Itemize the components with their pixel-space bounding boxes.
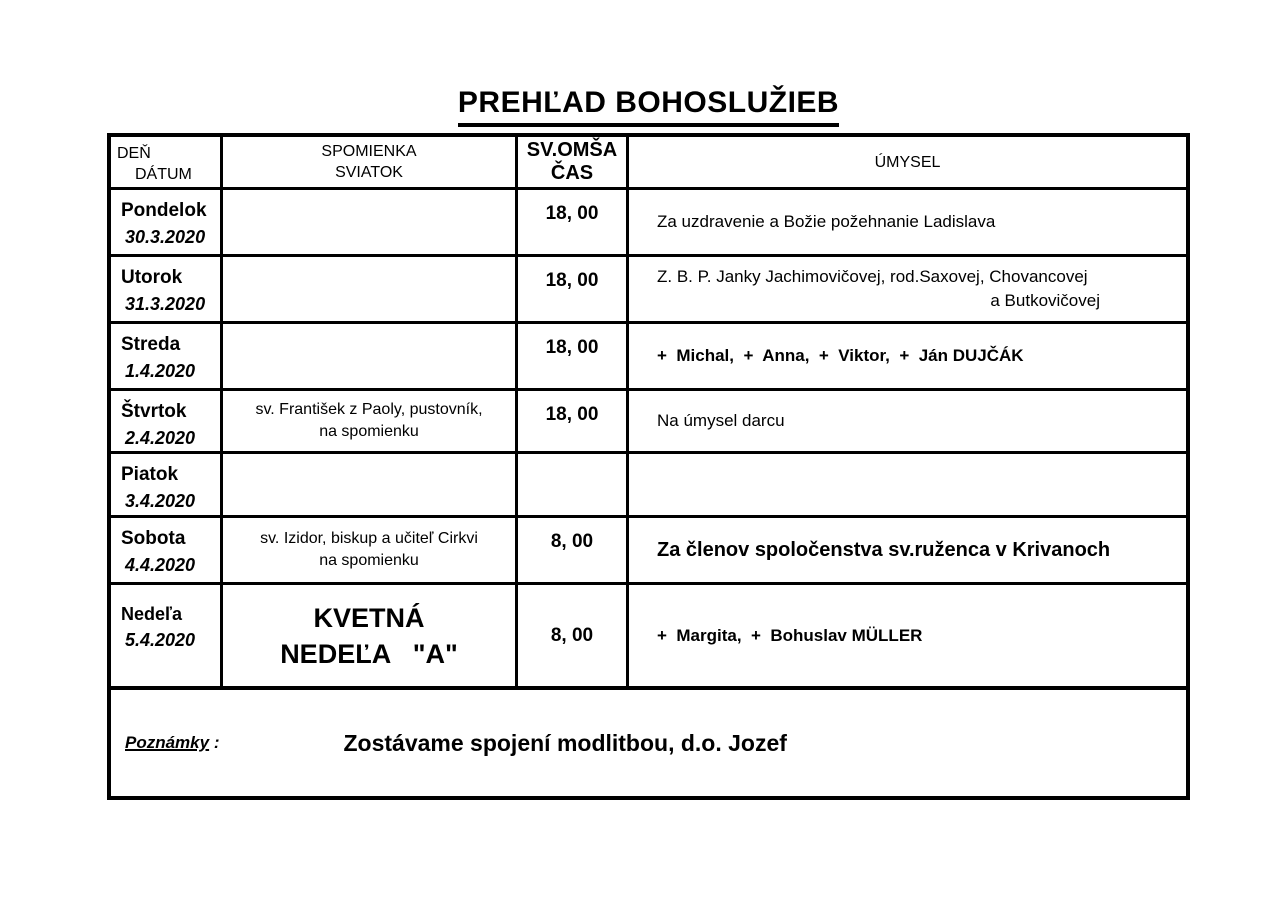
day-date: 2.4.2020	[125, 428, 196, 448]
day-date: 5.4.2020	[125, 630, 196, 650]
memorial-cell	[223, 190, 518, 254]
notes-text: Zostávame spojení modlitbou, d.o. Jozef	[343, 729, 787, 756]
memorial-line2: na spomienku	[319, 552, 419, 569]
table-row-monday	[111, 190, 1186, 257]
mass-time: 8, 00	[550, 624, 594, 646]
day-cell	[111, 391, 223, 451]
day-name: Sobota	[121, 528, 186, 549]
table-row-tuesday	[111, 257, 1186, 324]
header-day-date	[111, 137, 223, 187]
day-date: 3.4.2020	[125, 491, 196, 511]
day-cell	[111, 454, 223, 515]
header-day-line1: DEŇ	[117, 145, 151, 162]
mass-time: 18, 00	[545, 203, 599, 224]
header-intention	[629, 137, 1186, 187]
intention-cell	[629, 391, 1186, 451]
day-date: 1.4.2020	[125, 361, 196, 381]
memorial-cell	[223, 257, 518, 321]
day-name: Štvrtok	[121, 401, 187, 422]
header-intention-label: ÚMYSEL	[874, 153, 941, 171]
table-row-wednesday	[111, 324, 1186, 391]
intention-cell	[629, 257, 1186, 321]
header-day-line2: DÁTUM	[135, 166, 192, 183]
intention-line1: Na úmysel darcu	[657, 411, 785, 430]
intention-line1: Za členov spoločenstva sv.ruženca v Krivanoch	[657, 539, 1111, 561]
intention-line1: + Margita, + Bohuslav MÜLLER	[657, 625, 923, 645]
day-name: Piatok	[121, 464, 179, 485]
day-cell	[111, 257, 223, 321]
page-title	[107, 86, 1190, 127]
header-mass-time	[518, 137, 629, 187]
memorial-line2: na spomienku	[319, 423, 419, 440]
day-name: Pondelok	[121, 200, 207, 221]
day-cell	[111, 585, 223, 686]
notes-label	[125, 733, 219, 753]
intention-cell	[629, 454, 1186, 515]
day-date: 4.4.2020	[125, 555, 196, 575]
day-date: 30.3.2020	[125, 227, 206, 247]
intention-cell	[629, 518, 1186, 582]
mass-time-cell	[518, 257, 629, 321]
day-name: Streda	[121, 334, 181, 355]
header-memorial-line1: SPOMIENKA	[321, 143, 417, 160]
mass-time-cell	[518, 324, 629, 388]
mass-time: 18, 00	[545, 270, 599, 291]
day-name: Utorok	[121, 267, 183, 288]
mass-time: 8, 00	[550, 531, 594, 552]
mass-time: 18, 00	[545, 337, 599, 358]
day-cell	[111, 324, 223, 388]
intention-cell	[629, 190, 1186, 254]
intention-cell	[629, 324, 1186, 388]
notes-row	[111, 690, 1186, 796]
table-row-friday	[111, 454, 1186, 518]
header-mass-line1: SV.OMŠA	[526, 139, 618, 161]
intention-line2: a Butkovičovej	[990, 291, 1100, 310]
page-title-text: PREHĽAD BOHOSLUŽIEB	[458, 86, 839, 127]
table-row-saturday	[111, 518, 1186, 585]
memorial-line1: sv. František z Paoly, pustovník,	[255, 401, 483, 418]
intention-line1: Za uzdravenie a Božie požehnanie Ladislava	[657, 212, 996, 231]
mass-time-cell	[518, 454, 629, 515]
mass-time-cell	[518, 391, 629, 451]
memorial-cell	[223, 324, 518, 388]
memorial-line2: NEDEĽA "A"	[280, 638, 458, 669]
notes-label-text: Poznámky	[125, 733, 210, 752]
memorial-cell	[223, 454, 518, 515]
memorial-line1: KVETNÁ	[313, 602, 425, 633]
table-row-sunday	[111, 585, 1186, 690]
memorial-cell	[223, 585, 518, 686]
intention-line1: + Michal, + Anna, + Viktor, + Ján DUJČÁK	[657, 346, 1024, 365]
table-row-thursday	[111, 391, 1186, 454]
intention-cell	[629, 585, 1186, 686]
day-date: 31.3.2020	[125, 294, 206, 314]
memorial-cell	[223, 391, 518, 451]
header-memorial	[223, 137, 518, 187]
header-mass-line2: ČAS	[550, 162, 594, 184]
mass-time-cell	[518, 518, 629, 582]
memorial-line1: sv. Izidor, biskup a učiteľ Cirkvi	[260, 530, 478, 547]
day-cell	[111, 190, 223, 254]
header-memorial-line2: SVIATOK	[335, 164, 403, 181]
services-table	[107, 133, 1190, 800]
memorial-cell	[223, 518, 518, 582]
table-header-row	[111, 137, 1186, 190]
mass-time-cell	[518, 190, 629, 254]
mass-time-cell	[518, 585, 629, 686]
day-cell	[111, 518, 223, 582]
notes-label-colon: :	[209, 733, 220, 752]
intention-line1: Z. B. P. Janky Jachimovičovej, rod.Saxovej, Chovancovej	[657, 267, 1088, 286]
day-name: Nedeľa	[121, 604, 182, 624]
mass-time: 18, 00	[545, 404, 599, 425]
